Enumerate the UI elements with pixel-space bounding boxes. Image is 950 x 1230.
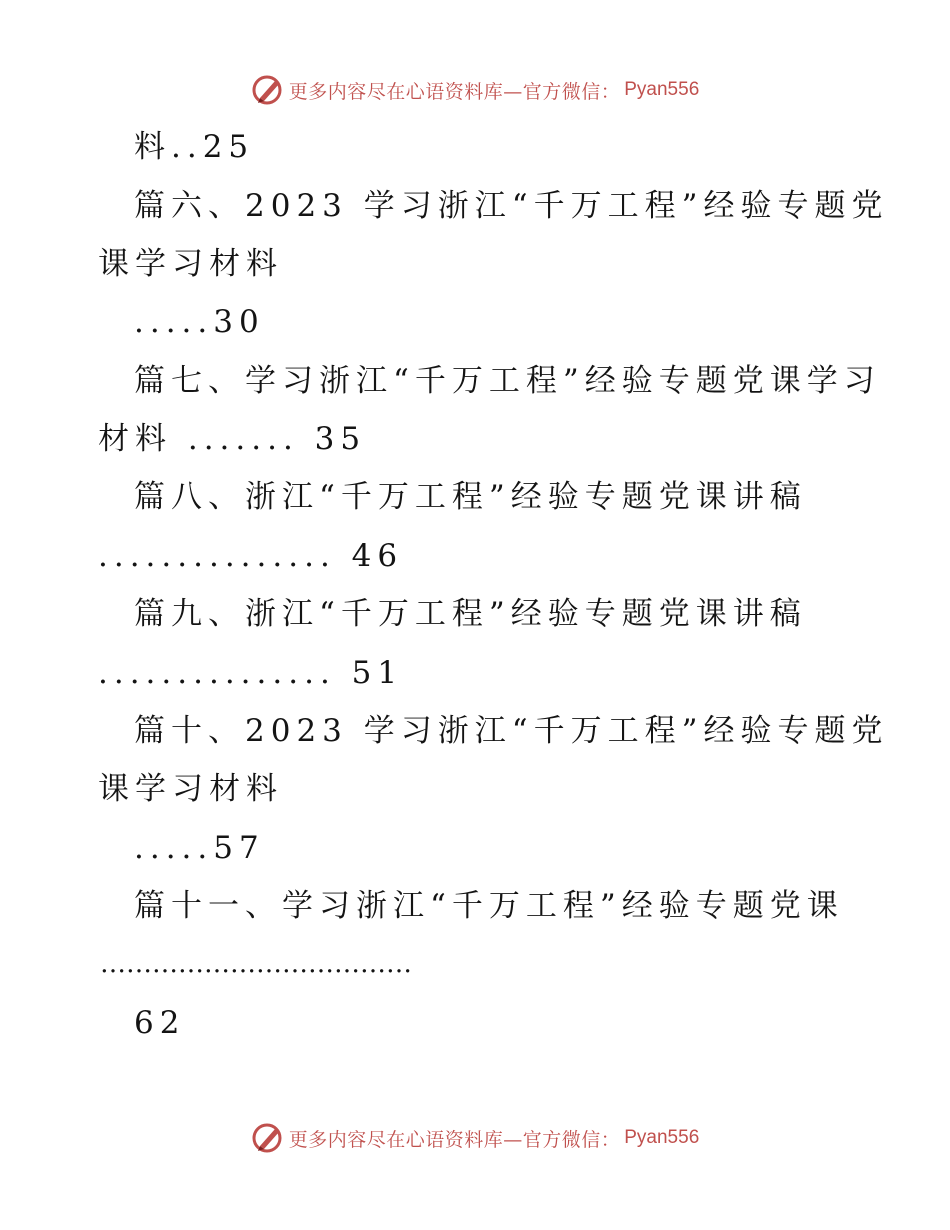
- toc-line: 篇十一、学习浙江“千万工程”经验专题党课: [134, 888, 844, 924]
- pen-logo-icon: [251, 73, 285, 107]
- footer-banner-text: 更多内容尽在心语资料库—官方微信：: [288, 1128, 621, 1151]
- toc-line: .....57: [134, 830, 265, 866]
- toc-line: 篇六、2023 学习浙江“千万工程”经验专题党: [134, 188, 889, 224]
- toc-line: 料..25: [134, 129, 255, 165]
- pen-logo-icon: [251, 1121, 285, 1155]
- toc-line: ............... 46: [98, 538, 404, 574]
- footer-banner: [0, 1118, 950, 1158]
- footer-banner-id: Pyan556: [624, 1127, 700, 1148]
- toc-line: .....30: [134, 304, 265, 340]
- toc-line: 篇八、浙江“千万工程”经验专题党课讲稿: [134, 479, 807, 515]
- toc-line: ………………………………: [100, 949, 412, 979]
- header-banner: [0, 70, 950, 110]
- header-banner-text: 更多内容尽在心语资料库—官方微信：: [288, 80, 621, 103]
- toc-line: 篇十、2023 学习浙江“千万工程”经验专题党: [134, 713, 889, 749]
- toc-line: 62: [134, 1005, 186, 1041]
- toc-line: 篇七、学习浙江“千万工程”经验专题党课学习: [134, 363, 881, 399]
- toc-line: 课学习材料: [98, 246, 283, 282]
- toc-line: 篇九、浙江“千万工程”经验专题党课讲稿: [134, 596, 807, 632]
- toc-line: 材料 ....... 35: [98, 421, 367, 457]
- toc-line: 课学习材料: [98, 771, 283, 807]
- toc-line: ............... 51: [98, 655, 404, 691]
- header-banner-id: Pyan556: [624, 79, 700, 100]
